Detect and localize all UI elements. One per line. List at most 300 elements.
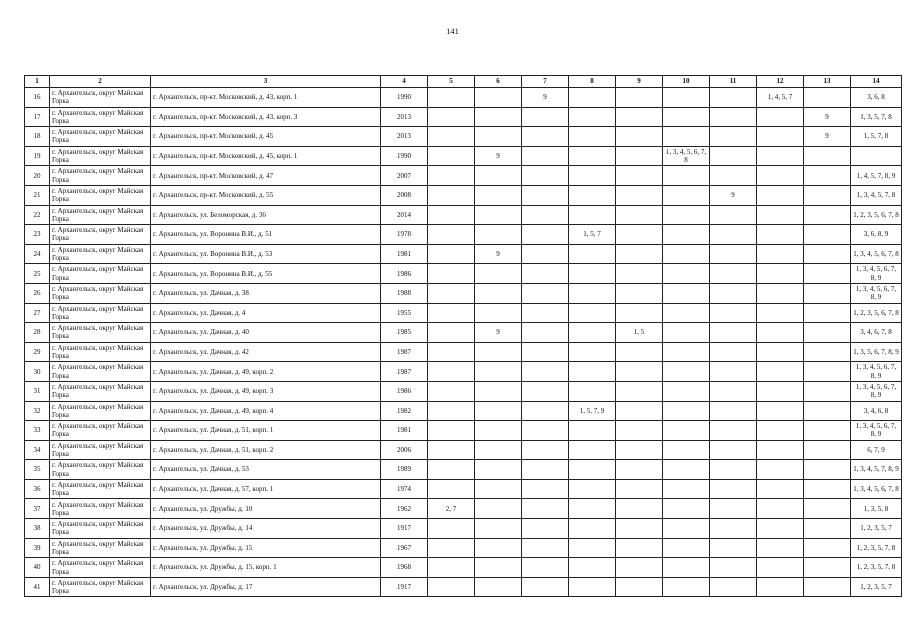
row-number: 17 [25,107,50,127]
table-row [25,283,902,303]
col11-cell [710,440,757,460]
col9-cell [616,244,663,264]
col8-cell [569,538,616,558]
col10-cell [663,185,710,205]
year-cell: 1982 [381,401,428,421]
col7-cell [522,283,569,303]
col5-cell: 2, 7 [428,499,475,519]
col5-cell [428,519,475,539]
col13-cell [804,421,851,441]
col8-cell [569,577,616,597]
col12-cell [757,342,804,362]
col5-cell [428,362,475,382]
col14-cell: 3, 4, 6, 8 [851,401,902,421]
col5-cell [428,558,475,578]
col13-cell [804,185,851,205]
year-cell: 1917 [381,519,428,539]
column-header-13: 13 [804,76,851,88]
row-number: 24 [25,244,50,264]
col13-cell [804,460,851,480]
district-cell: г. Архангельск, округ Майская Горка [50,499,151,519]
col5-cell [428,342,475,362]
col7-cell [522,499,569,519]
col6-cell: 9 [475,244,522,264]
col8-cell [569,323,616,343]
col7-cell [522,264,569,284]
col10-cell [663,303,710,323]
col11-cell [710,264,757,284]
district-cell: г. Архангельск, округ Майская Горка [50,225,151,245]
col10-cell [663,538,710,558]
year-cell: 1990 [381,146,428,166]
col12-cell [757,205,804,225]
district-cell: г. Архангельск, округ Майская Горка [50,460,151,480]
column-header-10: 10 [663,76,710,88]
col5-cell [428,577,475,597]
col6-cell [475,460,522,480]
col12-cell [757,303,804,323]
col13-cell [804,342,851,362]
col9-cell [616,127,663,147]
col13-cell [804,362,851,382]
col14-cell: 1, 2, 3, 5, 7, 8 [851,538,902,558]
col10-cell [663,205,710,225]
col8-cell [569,381,616,401]
year-cell: 1981 [381,244,428,264]
col11-cell [710,107,757,127]
district-cell: г. Архангельск, округ Майская Горка [50,381,151,401]
col14-cell: 1, 3, 4, 5, 6, 7, 8, 9 [851,283,902,303]
col14-cell: 1, 3, 5, 6, 7, 8, 9 [851,342,902,362]
col8-cell [569,362,616,382]
column-header-3: 3 [151,76,381,88]
col14-cell: 1, 3, 4, 5, 6, 7, 8, 9 [851,381,902,401]
col10-cell [663,499,710,519]
col8-cell: 1, 5, 7 [569,225,616,245]
col14-cell: 1, 2, 3, 5, 7 [851,519,902,539]
col11-cell [710,244,757,264]
col11-cell [710,362,757,382]
col13-cell [804,244,851,264]
col11-cell [710,401,757,421]
district-cell: г. Архангельск, округ Майская Горка [50,558,151,578]
address-cell: г. Архангельск, ул. Дружбы, д. 10 [151,499,381,519]
col8-cell [569,107,616,127]
col7-cell [522,166,569,186]
col6-cell [475,225,522,245]
table-row [25,88,902,108]
col7-cell [522,342,569,362]
col13-cell [804,166,851,186]
table-row [25,185,902,205]
col5-cell [428,146,475,166]
col7-cell [522,381,569,401]
col9-cell [616,107,663,127]
col14-cell: 3, 4, 6, 7, 8 [851,323,902,343]
address-cell: г. Архангельск, ул. Дачная, д. 49, корп. 4 [151,401,381,421]
col7-cell [522,538,569,558]
col12-cell: 1, 4, 5, 7 [757,88,804,108]
table-row [25,244,902,264]
col5-cell [428,88,475,108]
col13-cell [804,381,851,401]
col11-cell [710,421,757,441]
col10-cell [663,323,710,343]
district-cell: г. Архангельск, округ Майская Горка [50,401,151,421]
col9-cell [616,146,663,166]
column-header-12: 12 [757,76,804,88]
year-cell: 1967 [381,538,428,558]
col7-cell [522,146,569,166]
col8-cell [569,88,616,108]
col5-cell [428,323,475,343]
col12-cell [757,264,804,284]
col14-cell: 1, 5, 7, 8 [851,127,902,147]
col12-cell [757,538,804,558]
col9-cell [616,205,663,225]
table-row [25,205,902,225]
column-header-11: 11 [710,76,757,88]
col11-cell [710,225,757,245]
table-row [25,440,902,460]
col10-cell [663,244,710,264]
col11-cell [710,577,757,597]
address-cell: г. Архангельск, ул. Дачная, д. 53 [151,460,381,480]
year-cell: 1986 [381,264,428,284]
col11-cell [710,479,757,499]
col11-cell [710,460,757,480]
col14-cell: 3, 6, 8 [851,88,902,108]
col11-cell [710,558,757,578]
col7-cell [522,421,569,441]
address-cell: г. Архангельск, пр-кт. Московский, д. 43, корп. 3 [151,107,381,127]
table-row [25,166,902,186]
column-header-14: 14 [851,76,902,88]
district-cell: г. Архангельск, округ Майская Горка [50,185,151,205]
col8-cell [569,166,616,186]
col13-cell [804,538,851,558]
col10-cell [663,166,710,186]
address-cell: г. Архангельск, ул. Беломорская, д. 36 [151,205,381,225]
col10-cell [663,558,710,578]
col13-cell [804,519,851,539]
table-header-row [25,76,902,88]
district-cell: г. Архангельск, округ Майская Горка [50,519,151,539]
year-cell: 2014 [381,205,428,225]
col6-cell [475,166,522,186]
address-cell: г. Архангельск, ул. Дачная, д. 57, корп. 1 [151,479,381,499]
year-cell: 1987 [381,342,428,362]
col12-cell [757,166,804,186]
col8-cell [569,127,616,147]
col6-cell [475,499,522,519]
col12-cell [757,479,804,499]
col12-cell [757,440,804,460]
col12-cell [757,283,804,303]
row-number: 40 [25,558,50,578]
year-cell: 1986 [381,381,428,401]
col6-cell [475,107,522,127]
table-row [25,538,902,558]
row-number: 26 [25,283,50,303]
col8-cell [569,185,616,205]
col7-cell [522,244,569,264]
col7-cell [522,225,569,245]
col9-cell [616,381,663,401]
col6-cell [475,519,522,539]
address-cell: г. Архангельск, ул. Дружбы, д. 15 [151,538,381,558]
col5-cell [428,205,475,225]
col9-cell [616,185,663,205]
table-row [25,264,902,284]
address-cell: г. Архангельск, ул. Дружбы, д. 14 [151,519,381,539]
col7-cell [522,440,569,460]
col14-cell: 1, 2, 3, 5, 7, 8 [851,558,902,578]
col14-cell: 1, 4, 5, 7, 8, 9 [851,166,902,186]
address-cell: г. Архангельск, пр-кт. Московский, д. 45 [151,127,381,147]
col11-cell [710,127,757,147]
col13-cell [804,401,851,421]
col13-cell [804,303,851,323]
col9-cell [616,283,663,303]
col8-cell [569,283,616,303]
col12-cell [757,421,804,441]
address-cell: г. Архангельск, ул. Воронина В.И., д. 55 [151,264,381,284]
year-cell: 1974 [381,479,428,499]
col5-cell [428,225,475,245]
col14-cell: 1, 3, 4, 5, 6, 7, 8, 9 [851,264,902,284]
col11-cell [710,88,757,108]
col7-cell [522,107,569,127]
col9-cell [616,362,663,382]
col12-cell [757,401,804,421]
col10-cell [663,479,710,499]
col13-cell [804,440,851,460]
col5-cell [428,440,475,460]
col10-cell [663,421,710,441]
col10-cell [663,440,710,460]
col11-cell [710,303,757,323]
col12-cell [757,460,804,480]
col5-cell [428,166,475,186]
col9-cell [616,558,663,578]
year-cell: 2007 [381,166,428,186]
address-cell: г. Архангельск, ул. Дачная, д. 51, корп. 1 [151,421,381,441]
col5-cell [428,185,475,205]
col11-cell [710,538,757,558]
col11-cell [710,166,757,186]
col5-cell [428,127,475,147]
col8-cell [569,440,616,460]
col14-cell: 6, 7, 9 [851,440,902,460]
col8-cell [569,146,616,166]
col9-cell [616,460,663,480]
col13-cell [804,283,851,303]
col10-cell [663,577,710,597]
year-cell: 2013 [381,107,428,127]
col8-cell [569,499,616,519]
col8-cell [569,264,616,284]
address-cell: г. Архангельск, ул. Дачная, д. 49, корп. 2 [151,362,381,382]
col12-cell [757,107,804,127]
col9-cell [616,440,663,460]
col8-cell [569,421,616,441]
column-header-8: 8 [569,76,616,88]
col9-cell [616,303,663,323]
col11-cell: 9 [710,185,757,205]
col5-cell [428,381,475,401]
col13-cell [804,479,851,499]
col9-cell [616,519,663,539]
col9-cell [616,538,663,558]
col13-cell [804,88,851,108]
col5-cell [428,107,475,127]
col14-cell: 1, 3, 5, 8 [851,499,902,519]
col9-cell [616,225,663,245]
col14-cell: 1, 3, 4, 5, 7, 8, 9 [851,460,902,480]
column-header-6: 6 [475,76,522,88]
col11-cell [710,381,757,401]
col6-cell [475,440,522,460]
district-cell: г. Архангельск, округ Майская Горка [50,88,151,108]
col6-cell [475,558,522,578]
col9-cell [616,421,663,441]
district-cell: г. Архангельск, округ Майская Горка [50,146,151,166]
row-number: 30 [25,362,50,382]
row-number: 19 [25,146,50,166]
row-number: 41 [25,577,50,597]
table-row [25,519,902,539]
col12-cell [757,225,804,245]
col10-cell [663,127,710,147]
col6-cell [475,303,522,323]
address-cell: г. Архангельск, пр-кт. Московский, д. 47 [151,166,381,186]
year-cell: 1987 [381,362,428,382]
col5-cell [428,283,475,303]
col9-cell [616,479,663,499]
col5-cell [428,538,475,558]
year-cell: 1985 [381,323,428,343]
district-cell: г. Архангельск, округ Майская Горка [50,205,151,225]
address-cell: г. Архангельск, ул. Дачная, д. 38 [151,283,381,303]
col14-cell: 1, 2, 3, 5, 6, 7, 8 [851,303,902,323]
col5-cell [428,244,475,264]
col6-cell [475,362,522,382]
col11-cell [710,342,757,362]
district-cell: г. Архангельск, округ Майская Горка [50,323,151,343]
row-number: 27 [25,303,50,323]
col7-cell [522,185,569,205]
district-cell: г. Архангельск, округ Майская Горка [50,127,151,147]
col10-cell [663,225,710,245]
address-cell: г. Архангельск, ул. Дачная, д. 49, корп. 3 [151,381,381,401]
col6-cell: 9 [475,146,522,166]
row-number: 35 [25,460,50,480]
col10-cell [663,107,710,127]
col13-cell: 9 [804,127,851,147]
col5-cell [428,401,475,421]
col9-cell [616,88,663,108]
col5-cell [428,479,475,499]
col6-cell [475,283,522,303]
col11-cell [710,205,757,225]
col6-cell [475,127,522,147]
col12-cell [757,185,804,205]
address-cell: г. Архангельск, ул. Дачная, д. 42 [151,342,381,362]
district-cell: г. Архангельск, округ Майская Горка [50,107,151,127]
col11-cell [710,283,757,303]
col12-cell [757,558,804,578]
row-number: 18 [25,127,50,147]
col6-cell [475,381,522,401]
row-number: 38 [25,519,50,539]
col12-cell [757,381,804,401]
address-cell: г. Архангельск, ул. Дачная, д. 51, корп. 2 [151,440,381,460]
address-cell: г. Архангельск, ул. Дачная, д. 40 [151,323,381,343]
col6-cell: 9 [475,323,522,343]
table-row [25,558,902,578]
col13-cell [804,146,851,166]
col10-cell [663,264,710,284]
col7-cell [522,362,569,382]
district-cell: г. Архангельск, округ Майская Горка [50,264,151,284]
col13-cell [804,577,851,597]
year-cell: 1988 [381,283,428,303]
row-number: 39 [25,538,50,558]
col9-cell: 1, 5 [616,323,663,343]
col14-cell: 1, 3, 4, 5, 6, 7, 8 [851,479,902,499]
col5-cell [428,421,475,441]
col7-cell [522,558,569,578]
col10-cell [663,519,710,539]
col14-cell: 1, 2, 3, 5, 6, 7, 8 [851,205,902,225]
col11-cell [710,323,757,343]
table-row [25,342,902,362]
col12-cell [757,519,804,539]
col9-cell [616,166,663,186]
row-number: 21 [25,185,50,205]
year-cell: 1968 [381,558,428,578]
year-cell: 1981 [381,421,428,441]
year-cell: 1978 [381,225,428,245]
column-header-4: 4 [381,76,428,88]
district-cell: г. Архангельск, округ Майская Горка [50,362,151,382]
column-header-7: 7 [522,76,569,88]
col7-cell [522,205,569,225]
col10-cell [663,88,710,108]
col13-cell [804,499,851,519]
address-cell: г. Архангельск, пр-кт. Московский, д. 45, корп. 1 [151,146,381,166]
col9-cell [616,401,663,421]
year-cell: 1989 [381,460,428,480]
col8-cell [569,479,616,499]
table-row [25,323,902,343]
year-cell: 2013 [381,127,428,147]
col6-cell [475,88,522,108]
col11-cell [710,499,757,519]
address-cell: г. Архангельск, ул. Воронина В.И., д. 51 [151,225,381,245]
table-row [25,107,902,127]
col7-cell [522,479,569,499]
address-cell: г. Архангельск, ул. Дачная, д. 4 [151,303,381,323]
col7-cell [522,303,569,323]
year-cell: 1917 [381,577,428,597]
col14-cell: 1, 3, 4, 5, 6, 7, 8, 9 [851,362,902,382]
district-cell: г. Архангельск, округ Майская Горка [50,421,151,441]
table-row [25,362,902,382]
col13-cell [804,264,851,284]
address-cell: г. Архангельск, пр-кт. Московский, д. 43, корп. 1 [151,88,381,108]
